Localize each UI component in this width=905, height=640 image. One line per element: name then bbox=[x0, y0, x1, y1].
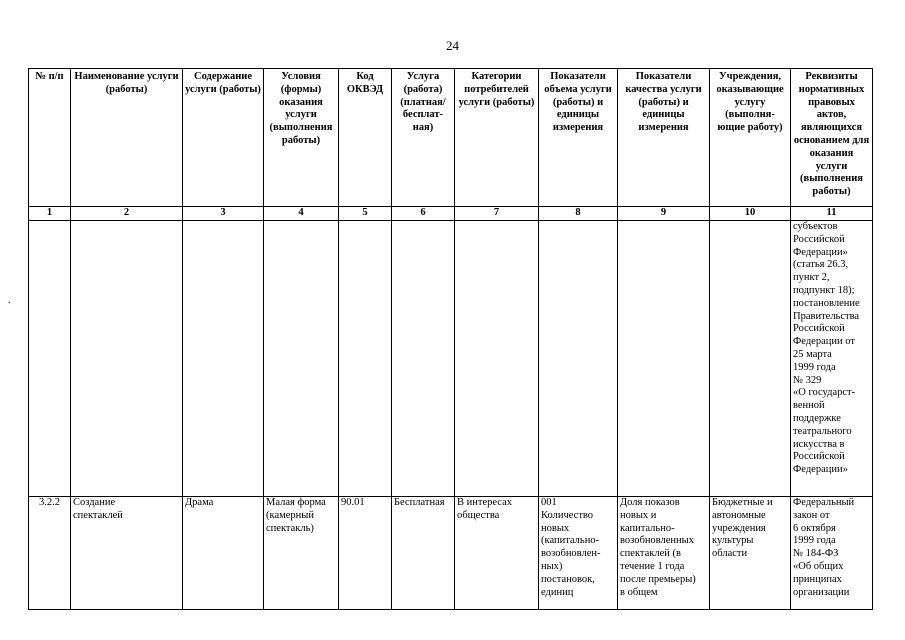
page-number: 24 bbox=[446, 38, 459, 53]
column-number: 9 bbox=[618, 207, 710, 221]
cell-line: в общем bbox=[620, 586, 658, 598]
column-number: 5 bbox=[339, 207, 392, 221]
cell-line: Малая форма bbox=[266, 497, 326, 508]
cell-line: ных) bbox=[541, 560, 563, 572]
row-number: 3.2.2 bbox=[29, 497, 71, 610]
column-number: 6 bbox=[392, 207, 455, 221]
header-cell: Содержание услуги (работы) bbox=[183, 69, 264, 207]
cell-line: Российской bbox=[793, 323, 845, 335]
header-cell: Учреждения, оказывающие услугу (выполня-ющие работу) bbox=[710, 69, 791, 207]
header-cell: № п/п bbox=[29, 69, 71, 207]
cell-line: (статья 26.3, bbox=[793, 259, 849, 271]
header-cell: Условия (формы) оказания услуги (выполнения работы) bbox=[264, 69, 339, 207]
cell-line: области bbox=[712, 548, 748, 560]
cell-line: закон от bbox=[793, 509, 830, 521]
cell-line: № 329 bbox=[793, 374, 822, 386]
institutions-cell bbox=[710, 497, 791, 610]
paid-cell bbox=[392, 497, 455, 610]
column-number-row bbox=[29, 207, 873, 221]
cell-line: № 184-ФЗ bbox=[793, 548, 839, 560]
column-number: 8 bbox=[539, 207, 618, 221]
column-number: 1 bbox=[29, 207, 71, 221]
cell-line: поддержке bbox=[793, 412, 841, 424]
cell-line: Федерации» bbox=[793, 246, 848, 258]
cell-line: пункт 2, bbox=[793, 272, 830, 284]
header-cell: Наименование услуги (работы) bbox=[71, 69, 183, 207]
cell-line: 25 марта bbox=[793, 348, 832, 360]
header-cell: Показатели объема услуги (работы) и единицы измерения bbox=[539, 69, 618, 207]
cell-line: автономные bbox=[712, 509, 766, 521]
cell-line: единиц bbox=[541, 586, 574, 598]
conditions-cell bbox=[264, 497, 339, 610]
cell-line: Количество bbox=[541, 509, 594, 521]
cell-line: Российской bbox=[793, 451, 845, 463]
quality-indicators-cell bbox=[618, 497, 710, 610]
service-name-cell bbox=[71, 497, 183, 610]
volume-indicators-cell bbox=[539, 497, 618, 610]
cell-line: В интересах bbox=[457, 497, 512, 508]
cell-line: театрального bbox=[793, 425, 852, 437]
stray-mark: . bbox=[8, 295, 11, 306]
cell-line: спектакль) bbox=[266, 522, 314, 534]
okved-cell bbox=[339, 497, 392, 610]
cell-line: 1999 года bbox=[793, 361, 836, 373]
cell-line: возобновленных bbox=[620, 535, 694, 547]
cell-line: новых bbox=[541, 522, 570, 534]
cell-line: Российской bbox=[793, 233, 845, 245]
consumers-cell bbox=[455, 497, 539, 610]
cell-line: новых и bbox=[620, 509, 657, 521]
cell-line: Федерации от bbox=[793, 336, 855, 348]
continuation-row bbox=[29, 221, 873, 497]
services-register-table bbox=[28, 68, 873, 610]
cell-line: Создание bbox=[73, 497, 116, 508]
cell-line: Правительства bbox=[793, 310, 860, 322]
cell-line: спектаклей (в bbox=[620, 548, 681, 560]
cell-line: «Об общих bbox=[793, 560, 844, 572]
cell-line: принципах bbox=[793, 573, 842, 585]
header-cell: Код ОКВЭД bbox=[339, 69, 392, 207]
header-cell: Услуга (работа) (платная/ бесплат-ная) bbox=[392, 69, 455, 207]
cell-line: (капитально- bbox=[541, 535, 600, 547]
cell-line: «О государст- bbox=[793, 387, 856, 399]
cell-line: субъектов bbox=[793, 221, 838, 232]
column-number: 2 bbox=[71, 207, 183, 221]
cell-line: подпункт 18); bbox=[793, 284, 855, 296]
cell-line: 90.01 bbox=[341, 497, 365, 508]
cell-line: Бесплатная bbox=[394, 497, 445, 508]
continuation-acts-cell bbox=[791, 221, 873, 497]
cell-line: постановок, bbox=[541, 573, 595, 585]
cell-line: Федеральный bbox=[793, 497, 855, 508]
column-number: 7 bbox=[455, 207, 539, 221]
header-row bbox=[29, 69, 873, 207]
cell-line: общества bbox=[457, 509, 500, 521]
cell-line: Доля показов bbox=[620, 497, 680, 508]
acts-cell bbox=[791, 497, 873, 610]
header-cell: Реквизиты нормативных правовых актов, являющихся основанием для оказания услуги (выполнения работы) bbox=[791, 69, 873, 207]
cell-line: Федерации» bbox=[793, 464, 848, 476]
cell-line: Бюджетные и bbox=[712, 497, 773, 508]
column-number: 4 bbox=[264, 207, 339, 221]
cell-line: течение 1 года bbox=[620, 560, 685, 572]
cell-line: культуры bbox=[712, 535, 754, 547]
column-number: 10 bbox=[710, 207, 791, 221]
cell-line: искусства в bbox=[793, 438, 845, 450]
cell-line: капитально- bbox=[620, 522, 675, 534]
cell-line: 6 октября bbox=[793, 522, 836, 534]
header-cell: Категории потребителей услуги (работы) bbox=[455, 69, 539, 207]
cell-line: организации bbox=[793, 586, 850, 598]
cell-line: после премьеры) bbox=[620, 573, 696, 585]
column-number: 11 bbox=[791, 207, 873, 221]
cell-line: постановление bbox=[793, 297, 860, 309]
service-content-cell bbox=[183, 497, 264, 610]
cell-line: 1999 года bbox=[793, 535, 836, 547]
cell-line: учреждения bbox=[712, 522, 766, 534]
column-number: 3 bbox=[183, 207, 264, 221]
cell-line: 001 bbox=[541, 497, 557, 508]
cell-line: венной bbox=[793, 400, 825, 412]
cell-line: спектаклей bbox=[73, 509, 123, 521]
header-cell: Показатели качества услуги (работы) и единицы измерения bbox=[618, 69, 710, 207]
cell-line: Драма bbox=[185, 497, 214, 508]
cell-line: (камерный bbox=[266, 509, 314, 521]
table-row bbox=[29, 497, 873, 610]
cell-line: возобновлен- bbox=[541, 548, 601, 560]
